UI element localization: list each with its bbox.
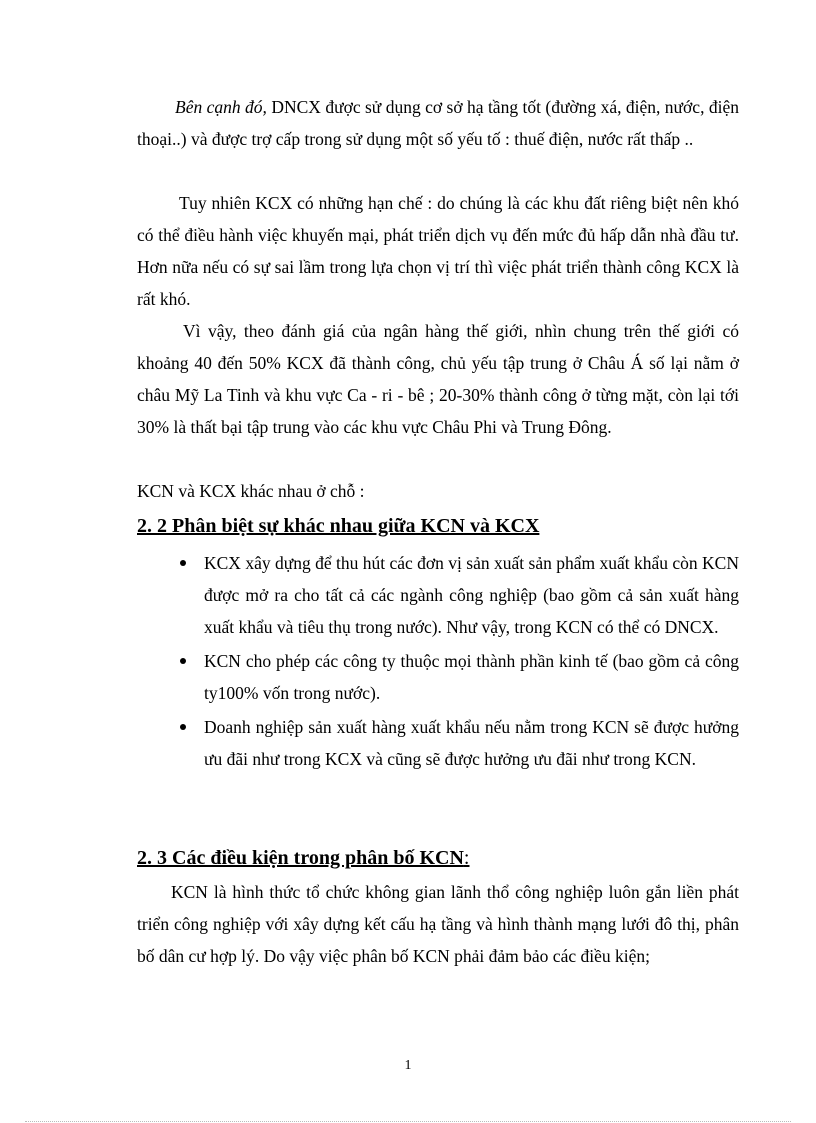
paragraph-p1-lead: Bên cạnh đó, [175,97,267,117]
section-2-2-heading [137,512,539,540]
paragraph-p1-text: DNCX được sử dụng cơ sở hạ tầng tốt (đường xá, điện, nước, điện thoại..) và được trợ cấp trong sử dụng một số yếu tố : thuế điện, nước rất thấp .. [137,97,739,149]
paragraph-p1 [137,91,739,155]
bullet-dot-icon [180,724,186,730]
section-2-2-bullet-list [180,547,739,777]
section-2-3-heading [137,844,469,872]
footer-divider [25,1121,791,1122]
section-2-3-heading-colon: : [463,847,470,869]
list-item-text: Doanh nghiệp sản xuất hàng xuất khẩu nếu nằm trong KCN sẽ được hưởng ưu đãi như trong KCX và cũng sẽ được hưởng ưu đãi như trong KCN. [204,717,739,769]
section-2-3-heading-text: 2. 3 Các điều kiện trong phân bố KCN [137,847,464,869]
paragraph-p3: Vì vậy, theo đánh giá của ngân hàng thế giới, nhìn chung trên thế giới có khoảng 40 đến 50% KCX đã thành công, chủ yếu tập trung ở Châu Á số lại nằm ở châu Mỹ La Tinh và khu vực Ca - ri - bê ; 20-30% thành công ở từng mặt, còn lại tới 30% là thất bại tập trung vào các khu vực Châu Phi và Trung Đông. [137,321,739,437]
list-item-text: KCX xây dựng để thu hút các đơn vị sản xuất sản phẩm xuất khẩu còn KCN được mở ra cho tất cả các ngành công nghiệp (bao gồm cả sản xuất hàng xuất khẩu và tiêu thụ trong nước). Như vậy, trong KCN có thể có DNCX. [204,553,739,637]
bullet-dot-icon [180,560,186,566]
bullet-dot-icon [180,658,186,664]
paragraph-p4: KCN và KCX khác nhau ở chỗ : [137,481,365,501]
list-item [180,711,739,775]
section-2-3-paragraph: KCN là hình thức tổ chức không gian lãnh thổ công nghiệp luôn gắn liền phát triển công nghiệp với xây dựng kết cấu hạ tầng và hình thành mạng lưới đô thị, phân bố dân cư hợp lý. Do vậy việc phân bố KCN phải đảm bảo các điều kiện; [137,882,739,966]
page-number: 1 [404,1058,412,1073]
section-2-2-heading-text: 2. 2 Phân biệt sự khác nhau giữa KCN và KCX [137,515,540,537]
list-item-text: KCN cho phép các công ty thuộc mọi thành phần kinh tế (bao gồm cả công ty100% vốn trong nước). [204,651,739,703]
paragraph-p2: Tuy nhiên KCX có những hạn chế : do chúng là các khu đất riêng biệt nên khó có thể điều hành việc khuyến mại, phát triển dịch vụ đến mức đủ hấp dẫn nhà đầu tư. Hơn nữa nếu có sự sai lầm trong lựa chọn vị trí thì việc phát triển thành công KCX là rất khó. [137,193,739,309]
list-item [180,645,739,709]
list-item [180,547,739,643]
